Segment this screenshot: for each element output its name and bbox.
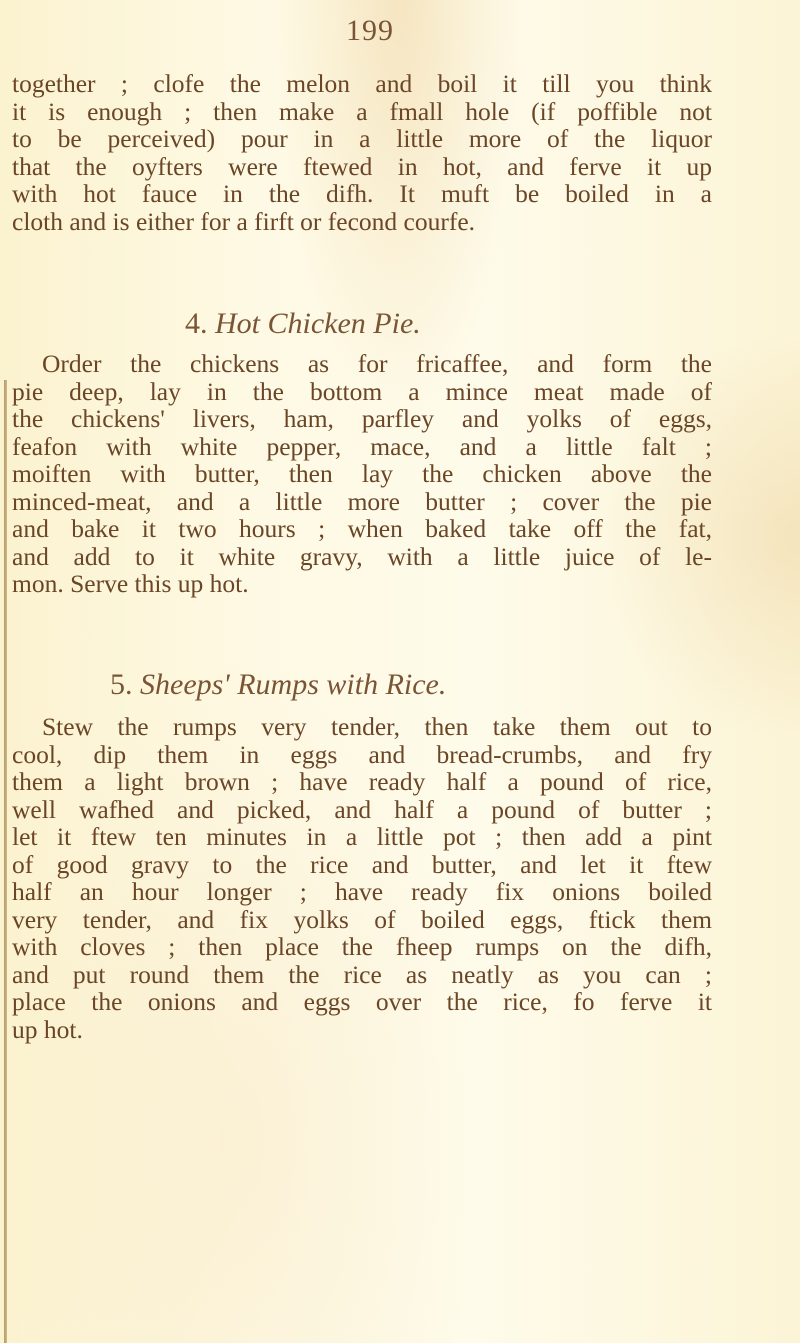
text-line: the chickens' livers, ham, parfley and yolks of eggs, [12, 404, 712, 433]
text-line: and put round them the rice as neatly as you can ; [12, 959, 712, 989]
recipe-number: 4. [185, 307, 208, 340]
recipe-title: Sheeps' Rumps with Rice. [140, 668, 447, 701]
text-line: pie deep, lay in the bottom a mince meat made of [12, 376, 712, 406]
text-line: it is enough ; then make a fmall hole (if poffible not [12, 96, 712, 126]
text-line: half an hour longer ; have ready fix onions boiled [12, 877, 712, 906]
recipe-number: 5. [110, 668, 133, 701]
text-line: that the oyfters were ftewed in hot, and ferve it up [12, 151, 712, 181]
continued-recipe-text [12, 70, 712, 235]
text-line: cool, dip them in eggs and bread-crumbs, and fry [12, 739, 712, 769]
recipe-heading-sheeps-rumps [0, 668, 800, 702]
text-line: let it ftew ten minutes in a little pot ; then add a pint [12, 822, 712, 851]
text-line: cloth and is either for a firft or fecond courfe. [12, 206, 476, 236]
text-line: very tender, and fix yolks of boiled eggs, ftick them [12, 904, 712, 934]
recipe-heading-hot-chicken-pie [0, 307, 800, 341]
text-line: moiften with butter, then lay the chicken above the [12, 459, 712, 488]
text-line: minced-meat, and a little more butter ; cover the pie [12, 486, 712, 516]
text-line: together ; clofe the melon and boil it till you think [12, 69, 712, 98]
text-line: with hot fauce in the difh. It muft be boiled in a [12, 179, 712, 208]
page-number: 199 [346, 14, 394, 47]
recipe-title: Hot Chicken Pie. [215, 307, 421, 340]
text-line: feafon with white pepper, mace, and a little falt ; [12, 431, 712, 461]
text-line: Stew the rumps very tender, then take them out to [42, 712, 712, 741]
text-line: place the onions and eggs over the rice, fo ferve it [12, 987, 712, 1016]
text-line: and add to it white gravy, with a little juice of le- [12, 541, 712, 571]
text-line: with cloves ; then place the fheep rumps on the difh, [12, 932, 712, 961]
text-line: of good gravy to the rice and butter, and let it ftew [12, 849, 712, 879]
text-line: well wafhed and picked, and half a pound of butter ; [12, 794, 712, 824]
page-gutter-edge [4, 380, 7, 1343]
text-line: to be perceived) pour in a little more of the liquor [12, 124, 712, 153]
text-line: them a light brown ; have ready half a pound of rice, [12, 767, 712, 796]
text-line: up hot. [12, 1014, 83, 1044]
recipe-body-sheeps-rumps [12, 713, 712, 1043]
text-line: and bake it two hours ; when baked take off the fat, [12, 514, 712, 543]
text-line: mon. Serve this up hot. [12, 569, 249, 598]
text-line: Order the chickens as for fricaffee, and form the [42, 349, 712, 378]
recipe-body-hot-chicken-pie [12, 350, 712, 598]
